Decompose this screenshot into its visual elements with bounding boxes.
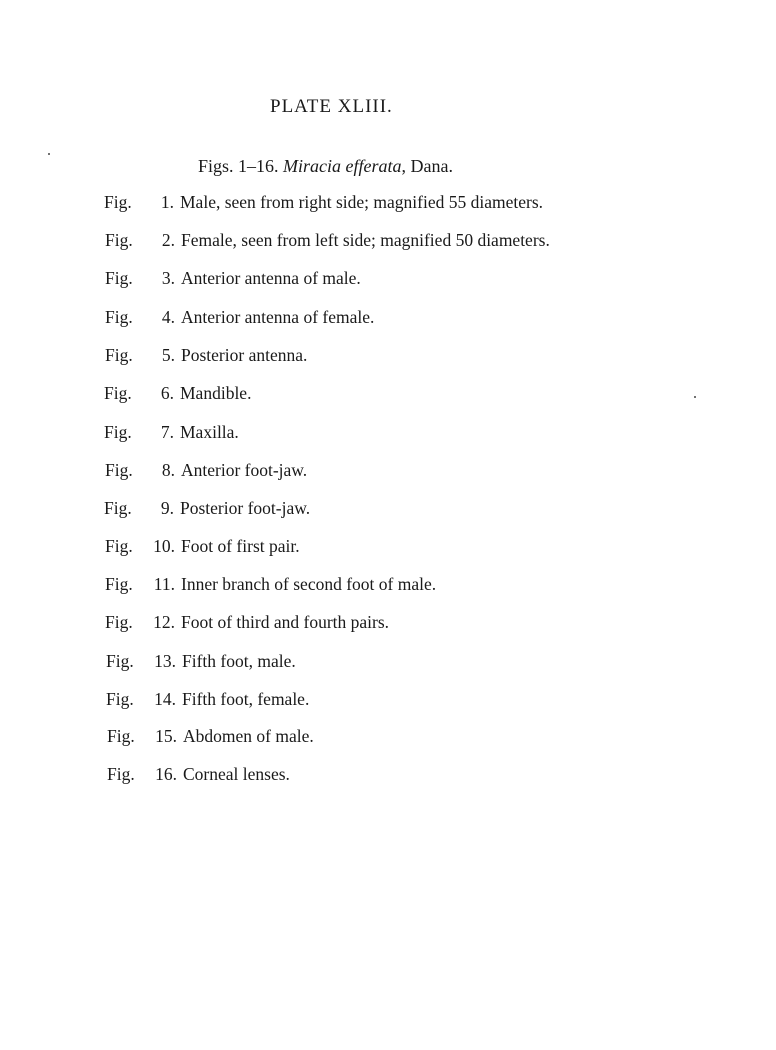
- plate-title: PLATE XLIII.: [270, 96, 393, 117]
- figure-item: [104, 383, 251, 403]
- figure-label: Fig.: [105, 536, 133, 556]
- figure-label: Fig.: [104, 422, 132, 442]
- figure-label: Fig.: [106, 689, 134, 709]
- figure-description: Posterior foot-jaw.: [180, 498, 311, 518]
- figure-description: Foot of first pair.: [181, 536, 300, 556]
- figure-label: Fig.: [105, 345, 133, 365]
- species-authority: , Dana.: [401, 156, 453, 176]
- figure-label: Fig.: [105, 612, 133, 632]
- figure-description: Abdomen of male.: [183, 726, 314, 746]
- figure-item: [104, 192, 543, 212]
- figure-number: 15.: [155, 726, 177, 746]
- figure-description: Female, seen from left side; magnified 50 diameters.: [181, 230, 550, 250]
- figures-range: Figs. 1–16.: [198, 156, 279, 176]
- figure-description: Fifth foot, female.: [182, 689, 310, 709]
- figure-label: Fig.: [105, 574, 133, 594]
- figure-label: Fig.: [104, 498, 132, 518]
- figure-description: Anterior antenna of female.: [181, 307, 375, 327]
- figure-item: [105, 345, 307, 365]
- figure-item: [105, 230, 550, 250]
- figure-item: [106, 689, 309, 709]
- print-speck: [48, 153, 50, 155]
- figure-label: Fig.: [105, 307, 133, 327]
- figure-number: 2.: [161, 230, 175, 250]
- figure-number: 13.: [154, 651, 176, 671]
- figure-label: Fig.: [105, 268, 133, 288]
- figure-description: Anterior foot-jaw.: [181, 460, 308, 480]
- figure-number: 14.: [154, 689, 176, 709]
- figure-number: 16.: [155, 764, 177, 784]
- figure-number: 6.: [160, 383, 174, 403]
- figure-item: [105, 574, 436, 594]
- figure-number: 10.: [153, 536, 175, 556]
- figure-description: Maxilla.: [180, 422, 239, 442]
- figure-description: Fifth foot, male.: [182, 651, 296, 671]
- figure-item: [104, 422, 239, 442]
- figure-label: Fig.: [104, 192, 132, 212]
- figure-item: [106, 651, 296, 671]
- figure-number: 8.: [161, 460, 175, 480]
- figure-description: Foot of third and fourth pairs.: [181, 612, 390, 632]
- figure-number: 7.: [160, 422, 174, 442]
- figure-label: Fig.: [105, 230, 133, 250]
- figure-item: [105, 536, 300, 556]
- figure-number: 1.: [160, 192, 174, 212]
- species-name: Miracia efferata: [283, 156, 402, 176]
- figure-description: Anterior antenna of male.: [181, 268, 361, 288]
- figure-label: Fig.: [107, 764, 135, 784]
- figure-description: Inner branch of second foot of male.: [181, 574, 437, 594]
- figure-label: Fig.: [105, 460, 133, 480]
- figure-item: [107, 764, 290, 784]
- figure-number: 3.: [161, 268, 175, 288]
- figure-label: Fig.: [104, 383, 132, 403]
- figure-description: Male, seen from right side; magnified 55 diameters.: [180, 192, 544, 212]
- figure-number: 11.: [153, 574, 175, 594]
- figure-description: Corneal lenses.: [183, 764, 290, 784]
- figure-item: [104, 498, 310, 518]
- figure-item: [105, 268, 361, 288]
- figure-label: Fig.: [107, 726, 135, 746]
- figure-number: 9.: [160, 498, 174, 518]
- figure-item: [105, 307, 374, 327]
- figure-number: 12.: [153, 612, 175, 632]
- figure-item: [105, 460, 307, 480]
- figure-item: [107, 726, 314, 746]
- print-speck: [694, 396, 696, 398]
- figure-label: Fig.: [106, 651, 134, 671]
- figure-number: 4.: [161, 307, 175, 327]
- figure-description: Mandible.: [180, 383, 252, 403]
- figure-number: 5.: [161, 345, 175, 365]
- figure-item: [105, 612, 389, 632]
- figure-description: Posterior antenna.: [181, 345, 308, 365]
